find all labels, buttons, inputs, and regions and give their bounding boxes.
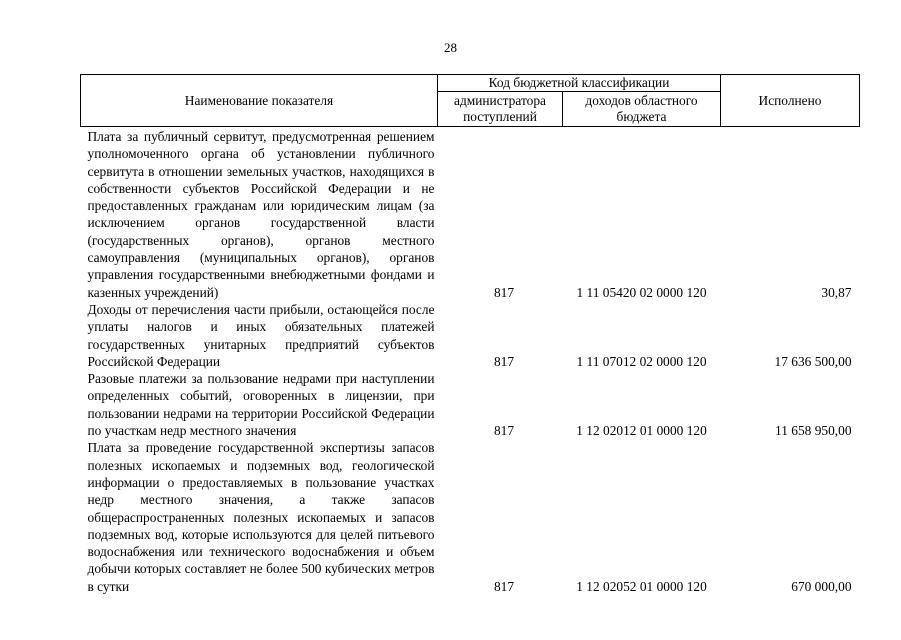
header-revenue: доходов областного бюджета <box>563 92 721 127</box>
row-name: Разовые платежи за пользование недрами при наступлении определенных событий, оговоренных в лицензии, при пользовании недрами на территории Российской Федерации по участкам недр местного значения <box>87 371 435 439</box>
row-revenue-code: 1 12 02052 01 0000 120 <box>576 578 707 594</box>
row-amount: 17 636 500,00 <box>774 353 852 369</box>
table-row <box>81 301 860 370</box>
row-admin-code: 817 <box>493 423 515 439</box>
row-amount: 30,87 <box>821 284 852 300</box>
row-revenue-code: 1 11 07012 02 0000 120 <box>576 353 707 369</box>
row-revenue-code: 1 11 05420 02 0000 120 <box>576 284 707 300</box>
page-number: 28 <box>444 40 457 55</box>
row-name: Доходы от перечисления части прибыли, остающейся после уплаты налогов и иных обязательных платежей государственных унитарных предприятий субъектов Российской Федерации <box>87 301 435 369</box>
header-admin: администратора поступлений <box>438 92 563 127</box>
table-row <box>81 439 860 595</box>
header-executed: Исполнено <box>721 75 860 127</box>
table-row <box>81 370 860 439</box>
row-revenue-code: 1 12 02012 01 0000 120 <box>576 423 707 439</box>
row-admin-code: 817 <box>493 578 515 594</box>
header-budget-code-group: Код бюджетной классификации <box>438 75 721 92</box>
row-admin-code: 817 <box>493 284 515 300</box>
row-amount: 11 658 950,00 <box>775 423 852 439</box>
row-amount: 670 000,00 <box>791 578 852 594</box>
row-name: Плата за проведение государственной экспертизы запасов полезных ископаемых и подземных вод, геологической информации о предоставляемых в пользование участках недр местного значения, а также запасов общераспространенных полезных ископаемых и запасов подземных вод, которые используются для целей питьевого водоснабжения или технического водоснабжения и объем добычи которых составляет не более 500 кубических метров в сутки <box>87 440 435 594</box>
table-row <box>81 127 860 301</box>
row-name: Плата за публичный сервитут, предусмотренная решением уполномоченного органа об установлении публичного сервитута в отношении земельных участков, находящихся в собственности субъектов Российской Федерации и не предоставленных гражданам или юридическим лицам (за исключением органов государственной власти (государственных органов), органов местного самоуправления (муниципальных органов), органов управления государственными внебюджетными фондами и казенных учреждений) <box>87 129 435 300</box>
row-admin-code: 817 <box>493 353 515 369</box>
budget-revenue-table <box>80 74 860 595</box>
header-name: Наименование показателя <box>81 75 438 127</box>
